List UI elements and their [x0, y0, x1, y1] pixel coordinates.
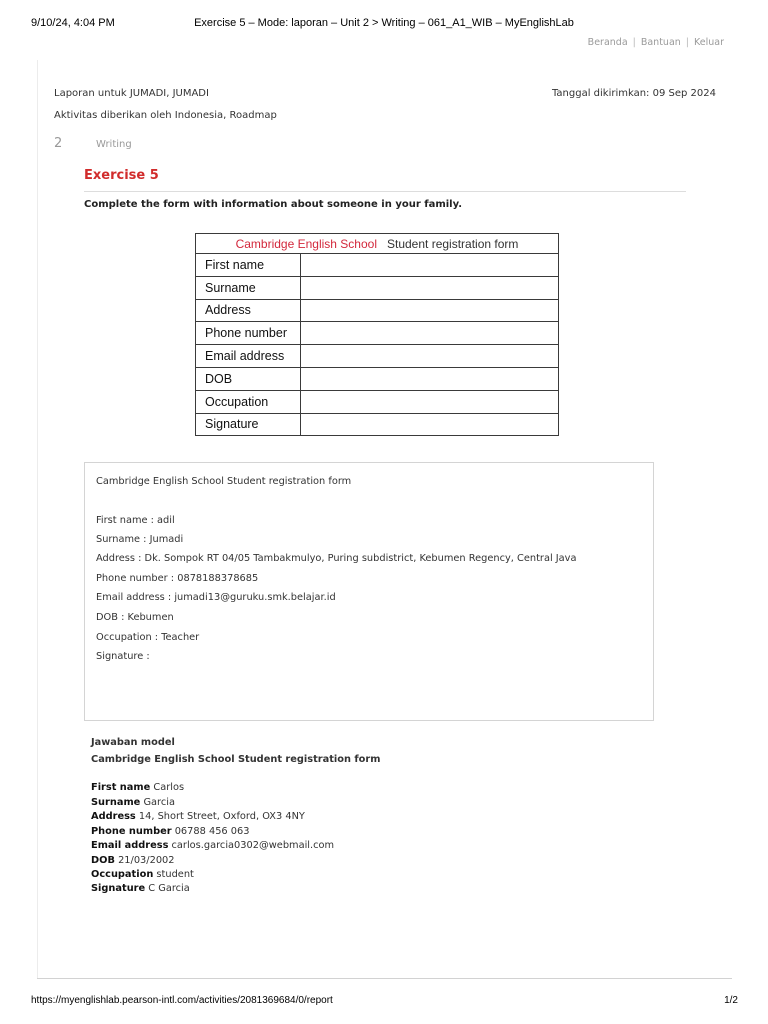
student-answer-box: [84, 462, 654, 721]
form-header-row: [196, 234, 559, 254]
form-row: [196, 276, 559, 299]
answer-line: Signature :: [96, 651, 150, 662]
model-field-value: Carlos: [153, 782, 185, 793]
help-link[interactable]: Bantuan: [640, 37, 681, 48]
form-field-blank: [301, 299, 559, 322]
answer-line: Address : Dk. Sompok RT 04/05 Tambakmulyo, Puring subdistrict, Kebumen Regency, Central Java: [96, 553, 577, 564]
logout-link[interactable]: Keluar: [694, 37, 724, 48]
model-field-label: Occupation: [91, 869, 154, 880]
model-field-value: 14, Short Street, Oxford, OX3 4NY: [138, 811, 305, 822]
nav-separator: |: [632, 37, 636, 48]
model-field-label: Address: [91, 811, 136, 822]
form-field-label: First name: [196, 254, 301, 277]
model-answer-row: [91, 811, 305, 822]
model-answer-row: [91, 826, 249, 837]
assigned-by: Aktivitas diberikan oleh Indonesia, Roadmap: [54, 110, 277, 121]
print-datetime: 9/10/24, 4:04 PM: [31, 17, 115, 29]
section-label: Writing: [96, 139, 132, 150]
form-row: [196, 367, 559, 390]
form-field-blank: [301, 276, 559, 299]
exercise-title: Exercise 5: [84, 168, 159, 183]
model-field-value: carlos.garcia0302@webmail.com: [171, 840, 335, 851]
form-brand: Cambridge English School: [235, 236, 377, 251]
model-answer-row: [91, 840, 334, 851]
form-header: [196, 234, 559, 254]
model-answer-row: [91, 869, 194, 880]
nav-separator: |: [685, 37, 689, 48]
section-number: 2: [54, 136, 63, 151]
registration-form-image: [195, 233, 559, 436]
form-field-blank: [301, 322, 559, 345]
answer-heading: Cambridge English School Student registration form: [96, 476, 352, 487]
model-field-value: Garcia: [143, 797, 175, 808]
form-field-label: DOB: [196, 367, 301, 390]
form-row: [196, 322, 559, 345]
model-answer-row: [91, 855, 175, 866]
form-field-blank: [301, 390, 559, 413]
form-field-label: Phone number: [196, 322, 301, 345]
answer-line: Phone number : 0878188378685: [96, 573, 259, 584]
print-title: Exercise 5 – Mode: laporan – Unit 2 > Writing – 061_A1_WIB – MyEnglishLab: [194, 17, 574, 29]
model-answer-row: [91, 782, 184, 793]
model-answer-row: [91, 797, 175, 808]
answer-line: Email address : jumadi13@guruku.smk.belajar.id: [96, 592, 336, 603]
form-field-blank: [301, 345, 559, 368]
answer-line: Surname : Jumadi: [96, 534, 184, 545]
model-answer-row: [91, 883, 190, 894]
form-subtitle: Student registration form: [387, 236, 519, 251]
model-field-value: 06788 456 063: [174, 826, 250, 837]
form-row: [196, 254, 559, 277]
exercise-instruction: Complete the form with information about someone in your family.: [84, 199, 463, 210]
model-field-value: student: [156, 869, 194, 880]
submitted-date: Tanggal dikirimkan: 09 Sep 2024: [551, 88, 716, 99]
form-row: [196, 390, 559, 413]
model-answer-heading: Jawaban model: [91, 737, 175, 748]
form-field-blank: [301, 413, 559, 436]
model-field-label: DOB: [91, 855, 115, 866]
answer-line: Occupation : Teacher: [96, 632, 200, 643]
answer-line: DOB : Kebumen: [96, 612, 174, 623]
form-field-label: Address: [196, 299, 301, 322]
home-link[interactable]: Beranda: [587, 37, 628, 48]
model-field-label: Signature: [91, 883, 146, 894]
page-bottom-divider: [37, 978, 732, 979]
model-field-value: 21/03/2002: [118, 855, 175, 866]
form-field-blank: [301, 367, 559, 390]
report-for-label: Laporan untuk JUMADI, JUMADI: [54, 88, 209, 99]
model-field-label: Phone number: [91, 826, 172, 837]
model-answer-subheading: Cambridge English School Student registration form: [91, 754, 381, 765]
footer-page-number: 1/2: [724, 995, 738, 1006]
form-field-label: Occupation: [196, 390, 301, 413]
form-field-label: Email address: [196, 345, 301, 368]
answer-line: First name : adil: [96, 515, 175, 526]
form-row: [196, 299, 559, 322]
top-navigation: [588, 37, 724, 48]
model-field-label: Email address: [91, 840, 169, 851]
exercise-divider: [84, 191, 686, 192]
model-field-label: First name: [91, 782, 151, 793]
model-field-label: Surname: [91, 797, 141, 808]
model-field-value: C Garcia: [148, 883, 190, 894]
page-left-border: [37, 60, 38, 978]
form-field-label: Surname: [196, 276, 301, 299]
footer-url: https://myenglishlab.pearson-intl.com/activities/2081369684/0/report: [31, 995, 333, 1006]
form-row: [196, 413, 559, 436]
form-field-label: Signature: [196, 413, 301, 436]
form-field-blank: [301, 254, 559, 277]
form-row: [196, 345, 559, 368]
